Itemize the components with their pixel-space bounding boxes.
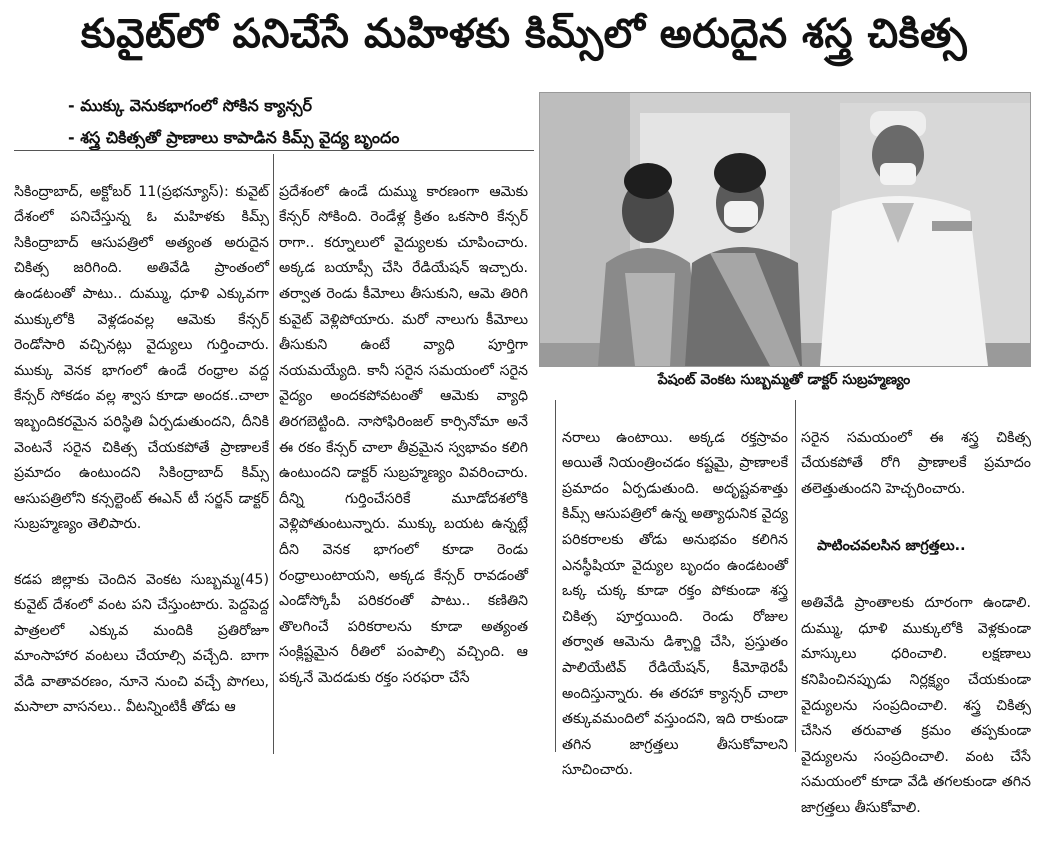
column-divider [273, 154, 274, 754]
section-divider [14, 150, 534, 151]
headline: కువైట్‌లో పనిచేసే మహిళకు కిమ్స్‌లో అరుదైన శస్త్ర చికిత్స [80, 11, 968, 57]
photo-illustration [540, 93, 1030, 366]
subheading-2: - శస్త్ర చికిత్సతో ప్రాణాలు కాపాడిన కిమ్స్ వైద్య బృందం [68, 128, 400, 147]
paragraph: ప్రదేశంలో ఉండే దుమ్ము కారణంగా ఆమెకు కేన్సర్ సోకింది. రెండేళ్ల క్రితం ఒకసారి కేన్సర్ రాగా.. కర్నూలులో వైద్యులకు చూపించారు. అక్కడ బయాప్సీ చేసి రేడియేషన్ ఇచ్చారు. తర్వాత రెండు కీమోలు తీసుకుని, ఆమె తిరిగి కువైట్ వెళ్లిపోయారు. మరో నాలుగు కీమోలు తీసుకుని ఉంటే వ్యాధి పూర్తిగా నయమయ్యేది. కానీ సరైన సమయంలో సరైన వైద్యం అందకపోవటంతో ఆమెకు వ్యాధి తిరగబెట్టింది. నాసోఫిరింజల్ కార్సినోమా అనే ఈ రకం కేన్సర్ చాలా తీవ్రమైన స్వభావం కలిగి ఉంటుందని డాక్టర్ సుబ్రహ్మణ్యం వివరించారు. దీన్ని గుర్తించేసరికే మూడోదశలోకి వెళ్లిపోతుంటున్నారు. ముక్కు బయట ఉన్నట్లే దీని వెనక భాగంలో కూడా రెండు రంధ్రాలుంటాయని, అక్కడ కేన్సర్ రావడంతో ఎండోస్కోపీ పరికరంతో పాటు.. కణితిని తొలగించే పరికరాలను కూడా అత్యంత సంక్లిష్టమైన రీతిలో పంపాల్సి వచ్చింది. ఆ పక్కనే మెదడుకు రక్తం సరఫరా చేసే [279, 183, 528, 686]
paragraph: నరాలు ఉంటాయి. అక్కడ రక్తస్రావం అయితే నియంత్రించడం కష్టమై, ప్రాణాలకే ప్రమాదం ఏర్పడుతుంది. అదృష్టవశాత్తు కిమ్స్ ఆసుపత్రిలో ఉన్న అత్యాధునిక వైద్య పరికరాలకు తోడు అనుభవం కలిగిన ఎనస్థీషియా వైద్యుల బృందం ఉండటంతో ఒక్క చుక్క కూడా రక్తం పోకుండా శస్త్ర చికిత్స పూర్తయింది. రెండు రోజుల తర్వాత ఆమెను డిశ్చార్జి చేసి, ప్రస్తుతం పాలియేటివ్ రేడియేషన్, కీమోథెరపీ అందిస్తున్నారు. ఈ తరహా క్యాన్సర్ చాలా తక్కువమందిలో వస్తుందని, ఇది రాకుండా తగిన జాగ్రత్తలు తీసుకోవాలని సూచించారు. [562, 429, 788, 779]
paragraph: సరైన సమయంలో ఈ శస్త్ర చికిత్స చేయకపోతే రోగి ప్రాణాలకే ప్రమాదం తలెత్తుతుందని హెచ్చరించారు. [801, 429, 1031, 497]
subheadings [68, 90, 538, 154]
column-divider [555, 400, 556, 752]
article-column-1 [14, 154, 269, 754]
article-photo [539, 92, 1031, 367]
paragraph: కడప జిల్లాకు చెందిన వెంకట సుబ్బమ్మ(45) కువైట్ దేశంలో వంట పని చేస్తుంటారు. పెద్దపెద్ద పాత్రలలో ఎక్కువ మందికి ప్రతిరోజూ మాంసాహార వంటలు చేయాల్సి వచ్చేది. బాగా వేడి వాతావరణం, నూనె నుంచి వచ్చే పొగలు, మసాలా వాసనలు.. వీటన్నింటికీ తోడు ఆ [14, 571, 269, 716]
column-divider [795, 400, 796, 752]
subheading-1: - ముక్కు వెనుకభాగంలో సోకిన క్యాన్సర్ [68, 96, 312, 115]
article-column-2 [279, 154, 528, 754]
paragraph: సికింద్రాబాద్, అక్టోబర్ 11(ప్రభన్యూస్): కువైట్ దేశంలో పనిచేస్తున్న ఓ మహిళకు కిమ్స్ సికింద్రాబాద్ ఆసుపత్రిలో అత్యంత అరుదైన చికిత్స జరిగింది. అతివేడి ప్రాంతంలో ఉండటంతో పాటు.. దుమ్ము, ధూళి ఎక్కువగా ముక్కులోకి వెళ్లడంవల్ల ఆమెకు కేన్సర్ రెండోసారి వచ్చినట్లు వైద్యులు గుర్తించారు. ముక్కు వెనక భాగంలో ఉండే రంధ్రాల వద్ద కేన్సర్ సోకడం వల్ల శ్వాస కూడా అందక..చాలా ఇబ్బందికరమైన పరిస్థితి ఏర్పడుతుందని, దీనికి వెంటనే సరైన చికిత్స చేయకపోతే ప్రాణాలకే ప్రమాదం ఉంటుందని సికింద్రాబాద్ కిమ్స్ ఆసుపత్రిలోని కన్సల్టెంట్ ఈఎన్ టీ సర్జన్ డాక్టర్ సుబ్రహ్మణ్యం తెలిపారు. [14, 183, 269, 533]
section-heading: పాటించవలసిన జాగ్రత్తలు.. [817, 537, 966, 554]
article-column-4 [801, 400, 1031, 816]
article-column-3 [562, 400, 788, 779]
photo-caption: పేషంట్ వెంకట సుబ్బమ్మతో డాక్టర్ సుబ్రహ్మణ్యం [657, 372, 911, 388]
paragraph: అతివేడి ప్రాంతాలకు దూరంగా ఉండాలి. దుమ్ము, ధూళి ముక్కులోకి వెళ్లకుండా మాస్కులు ధరించాలి. లక్షణాలు కనిపించినప్పుడు నిర్లక్ష్యం చేయకుండా వైద్యులను సంప్రదించాలి. శస్త్ర చికిత్స చేసిన తరువాత క్రమం తప్పకుండా వైద్యులను సంప్రదించాలి. వంట చేసే సమయంలో కూడా వేడి తగలకుండా తగిన జాగ్రత్తలు తీసుకోవాలి. [801, 595, 1031, 816]
